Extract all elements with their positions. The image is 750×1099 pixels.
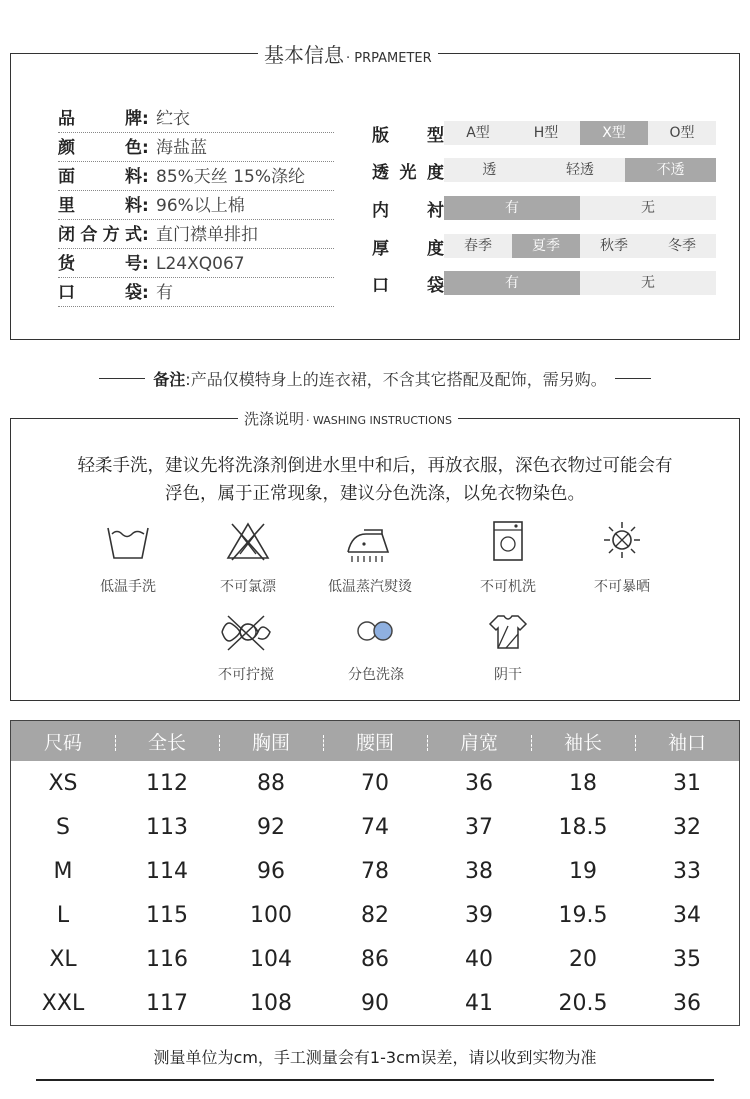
info-row-color (58, 133, 334, 162)
table-cell: 41 (465, 990, 493, 1016)
option-cells (444, 271, 716, 295)
option-cell: 冬季 (668, 238, 696, 254)
wash-label: 不可机洗 (480, 579, 536, 595)
info-label: 口 袋 (58, 283, 142, 303)
info-colon: : (142, 225, 149, 245)
table-cell: 92 (257, 814, 285, 840)
info-label: 里 料 (58, 196, 142, 216)
table-cell: 104 (250, 946, 292, 972)
table-cell: 90 (361, 990, 389, 1016)
table-row (11, 761, 739, 805)
wash-item-no-machine-wash (448, 520, 568, 596)
info-row-item-no (58, 249, 334, 278)
table-row (11, 981, 739, 1025)
basic-info-title-en: · PRPAMETER (346, 51, 432, 66)
info-row-closure (58, 220, 334, 249)
wash-label: 低温手洗 (100, 579, 156, 595)
table-header-cell: 袖口 (635, 728, 739, 755)
table-cell: 37 (465, 814, 493, 840)
wash-label: 不可氯漂 (220, 579, 276, 595)
basic-info-title (258, 39, 438, 68)
table-cell: 34 (673, 902, 701, 928)
table-cell: 36 (673, 990, 701, 1016)
no-wring-icon (218, 612, 274, 652)
info-label: 闭合方式 (58, 225, 142, 245)
table-cell: 114 (146, 858, 188, 884)
footer-rule (36, 1079, 714, 1081)
table-cell: 35 (673, 946, 701, 972)
table-cell: 38 (465, 858, 493, 884)
table-row (11, 805, 739, 849)
info-label: 颜 色 (58, 138, 142, 158)
option-cell-selected: 不透 (625, 158, 716, 182)
table-cell: XXL (41, 990, 85, 1016)
info-row-pocket (58, 278, 334, 307)
shade-dry-icon (484, 612, 532, 652)
info-colon: : (142, 283, 149, 303)
wash-label: 阴干 (494, 667, 522, 683)
table-cell: M (53, 858, 73, 884)
info-colon: : (142, 138, 149, 158)
washing-title-zh: 洗涤说明 (244, 410, 305, 428)
table-cell: XL (49, 946, 77, 972)
note-text: :产品仅模特身上的连衣裙，不含其它搭配及配饰，需另购。 (185, 369, 607, 389)
table-cell: 33 (673, 858, 701, 884)
option-cell: O型 (669, 125, 695, 141)
table-cell: 19.5 (558, 902, 608, 928)
table-cell: 88 (257, 770, 285, 796)
info-colon: : (142, 196, 149, 216)
info-label: 面 料 (58, 167, 142, 187)
table-cell: 117 (146, 990, 188, 1016)
washing-title-en: · WASHING INSTRUCTIONS (306, 414, 452, 427)
divider (99, 378, 145, 379)
hand-wash-icon (104, 520, 152, 564)
table-row (11, 937, 739, 981)
wash-label: 分色洗涤 (348, 667, 404, 683)
table-cell: 74 (361, 814, 389, 840)
no-sun-icon (598, 520, 646, 564)
option-cell: A型 (466, 125, 490, 141)
table-header-cell: 全长 (115, 728, 219, 755)
option-cell: 透 (482, 162, 497, 178)
table-cell: 31 (673, 770, 701, 796)
wash-label: 不可拧搅 (218, 667, 274, 683)
wash-item-hand-wash (68, 520, 188, 596)
table-cell: 40 (465, 946, 493, 972)
table-cell: XS (48, 770, 78, 796)
option-cell: 春季 (464, 238, 492, 254)
wash-item-shade-dry (448, 612, 568, 684)
info-value: 85%天丝 15%涤纶 (156, 167, 305, 187)
info-label: 品 牌 (58, 109, 142, 129)
info-value: 纻衣 (156, 109, 190, 129)
table-header-cell: 尺码 (43, 731, 82, 754)
table-cell: 20 (569, 946, 597, 972)
option-cells (444, 121, 716, 145)
option-cells (444, 158, 716, 182)
no-bleach-icon (224, 520, 272, 564)
table-cell: 32 (673, 814, 701, 840)
table-cell: 82 (361, 902, 389, 928)
option-cell: 无 (641, 275, 655, 291)
option-row-pocket (372, 271, 655, 296)
washing-title (238, 408, 458, 429)
info-value: L24XQ067 (156, 254, 245, 274)
wash-item-separate-wash (316, 612, 436, 684)
no-machine-wash-icon (484, 520, 532, 564)
info-value: 有 (156, 283, 173, 303)
option-row-lining (372, 196, 655, 221)
table-cell: 19 (569, 858, 597, 884)
wash-label: 低温蒸汽熨烫 (328, 579, 412, 595)
wash-item-no-sun (562, 520, 682, 596)
footer-note: 测量单位为cm，手工测量会有1-3cm误差，请以收到实物为准 (153, 1048, 597, 1067)
table-cell: 116 (146, 946, 188, 972)
basic-info-title-zh: 基本信息 (264, 43, 344, 67)
option-cell-selected: 有 (444, 271, 580, 295)
option-cells (444, 196, 716, 220)
table-header (11, 721, 739, 761)
option-row-transparency (372, 158, 685, 183)
table-header-cell: 腰围 (323, 728, 427, 755)
table-row (11, 849, 739, 893)
option-cell-selected: X型 (580, 121, 648, 145)
option-label: 透光度 (372, 162, 444, 183)
table-cell: 86 (361, 946, 389, 972)
table-cell: 100 (250, 902, 292, 928)
table-cell: L (56, 902, 70, 928)
divider (615, 378, 651, 379)
table-cell: 36 (465, 770, 493, 796)
option-row-silhouette (372, 121, 695, 146)
table-header-cell: 肩宽 (427, 728, 531, 755)
table-header-cell: 袖长 (531, 728, 635, 755)
info-row-fabric (58, 162, 334, 191)
option-label: 厚 度 (372, 238, 444, 259)
table-cell: 108 (250, 990, 292, 1016)
info-value: 海盐蓝 (156, 138, 207, 158)
washing-desc-line: 浮色，属于正常现象，建议分色洗涤，以免衣物染色。 (165, 484, 585, 504)
option-cell: 轻透 (566, 162, 594, 178)
table-cell: 96 (257, 858, 285, 884)
table-cell: 112 (146, 770, 188, 796)
info-value: 96%以上棉 (156, 196, 245, 216)
option-cell: 无 (641, 200, 655, 216)
table-cell: 39 (465, 902, 493, 928)
steam-iron-icon (342, 520, 398, 564)
option-cell: 秋季 (600, 238, 628, 254)
table-cell: 115 (146, 902, 188, 928)
info-row-brand (58, 104, 334, 133)
size-table (10, 720, 740, 1026)
table-cell: 18 (569, 770, 597, 796)
table-cell: 70 (361, 770, 389, 796)
table-cell: 113 (146, 814, 188, 840)
table-cell: 20.5 (558, 990, 608, 1016)
info-row-lining (58, 191, 334, 220)
table-row (11, 893, 739, 937)
washing-description (20, 452, 730, 508)
washing-desc-line: 轻柔手洗，建议先将洗涤剂倒进水里中和后，再放衣服，深色衣物过可能会有 (77, 456, 673, 476)
wash-item-no-wring (186, 612, 306, 684)
table-cell: 18.5 (558, 814, 608, 840)
separate-wash-icon (352, 612, 400, 652)
info-value: 直门襟单排扣 (156, 225, 258, 245)
info-colon: : (142, 254, 149, 274)
option-label: 内 衬 (372, 200, 444, 221)
option-label: 口 袋 (372, 275, 444, 296)
wash-item-steam-iron (310, 520, 430, 596)
table-cell: S (56, 814, 70, 840)
option-cell-selected: 有 (444, 196, 580, 220)
note-label: 备注 (153, 369, 186, 389)
info-label: 货 号 (58, 254, 142, 274)
wash-item-no-bleach (188, 520, 308, 596)
table-cell: 78 (361, 858, 389, 884)
info-colon: : (142, 109, 149, 129)
option-row-thickness (372, 234, 696, 259)
note-line (0, 366, 750, 390)
option-cell-selected: 夏季 (512, 234, 580, 258)
info-colon: : (142, 167, 149, 187)
option-cells (444, 234, 716, 258)
table-header-cell: 胸围 (219, 728, 323, 755)
option-label: 版型 (372, 125, 444, 146)
wash-label: 不可暴晒 (594, 579, 650, 595)
option-cell: H型 (533, 125, 559, 141)
